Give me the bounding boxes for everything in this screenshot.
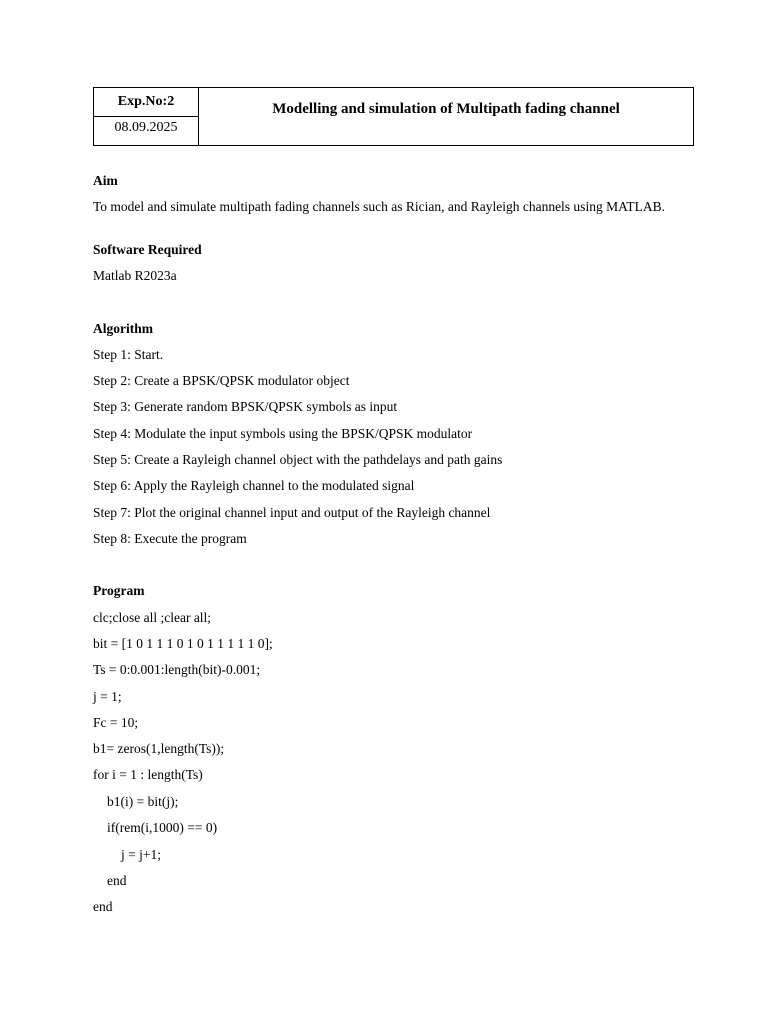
algorithm-step: Step 7: Plot the original channel input and output of the Rayleigh channel xyxy=(93,505,491,520)
experiment-title: Modelling and simulation of Multipath fading channel xyxy=(272,101,620,117)
algorithm-step: Step 2: Create a BPSK/QPSK modulator object xyxy=(93,373,350,388)
code-line: if(rem(i,1000) == 0) xyxy=(107,820,218,835)
algorithm-step: Step 4: Modulate the input symbols using the BPSK/QPSK modulator xyxy=(93,426,473,441)
algorithm-step: Step 5: Create a Rayleigh channel object with the pathdelays and path gains xyxy=(93,452,503,467)
aim-text: To model and simulate multipath fading channels such as Rician, and Rayleigh channels using MATLAB. xyxy=(93,199,665,214)
code-line: end xyxy=(107,873,127,888)
program-heading: Program xyxy=(93,583,145,598)
code-line: bit = [1 0 1 1 1 0 1 0 1 1 1 1 1 0]; xyxy=(93,636,273,651)
software-text: Matlab R2023a xyxy=(93,268,177,283)
experiment-date: 08.09.2025 xyxy=(114,120,178,135)
code-line: b1(i) = bit(j); xyxy=(107,794,179,809)
code-line: for i = 1 : length(Ts) xyxy=(93,767,203,782)
experiment-header-table xyxy=(93,87,694,146)
code-line: Ts = 0:0.001:length(bit)-0.001; xyxy=(93,662,261,677)
code-line: Fc = 10; xyxy=(93,715,139,730)
code-line: j = j+1; xyxy=(121,847,161,862)
aim-heading: Aim xyxy=(93,173,118,188)
header-left-cell xyxy=(94,88,199,145)
code-line: clc;close all ;clear all; xyxy=(93,610,212,625)
software-heading: Software Required xyxy=(93,242,202,257)
algorithm-step: Step 3: Generate random BPSK/QPSK symbols as input xyxy=(93,399,398,414)
code-line: j = 1; xyxy=(93,689,122,704)
algorithm-step: Step 8: Execute the program xyxy=(93,531,247,546)
code-line: b1= zeros(1,length(Ts)); xyxy=(93,741,225,756)
algorithm-step: Step 6: Apply the Rayleigh channel to the modulated signal xyxy=(93,478,415,493)
code-line: end xyxy=(93,899,113,914)
experiment-number: Exp.No:2 xyxy=(94,88,198,117)
algorithm-heading: Algorithm xyxy=(93,321,153,336)
algorithm-step: Step 1: Start. xyxy=(93,347,164,362)
